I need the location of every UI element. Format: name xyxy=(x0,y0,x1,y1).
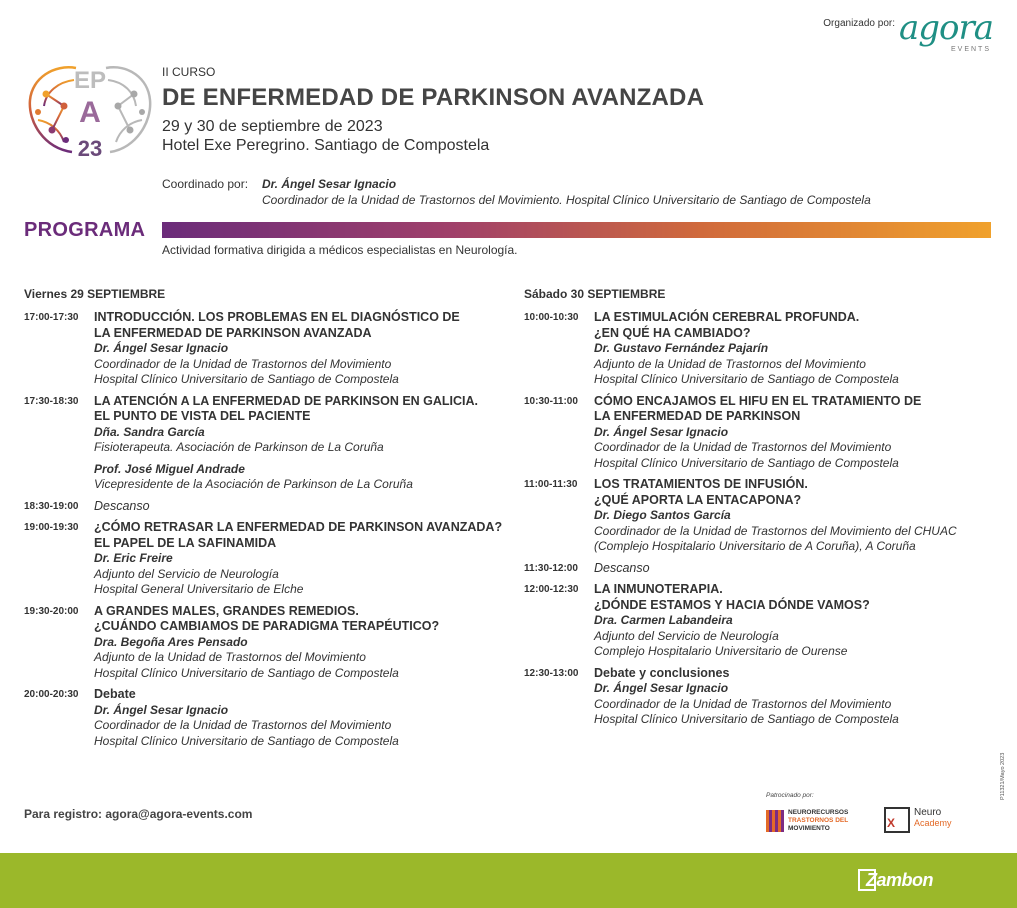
speaker-block xyxy=(94,425,504,456)
zambon-word: Zambon xyxy=(866,869,933,890)
speaker-affiliation: Hospital Clínico Universitario de Santiago de Compostela xyxy=(94,665,399,680)
session-row xyxy=(24,310,504,388)
session-row xyxy=(524,310,1004,388)
session-row xyxy=(524,394,1004,472)
coordinator-name: Dr. Ángel Sesar Ignacio xyxy=(262,177,397,191)
session-row xyxy=(24,687,504,749)
coordinator-role: Coordinador de la Unidad de Trastornos del Movimiento. Hospital Clínico Universitario de Santiago de Compostela xyxy=(262,193,871,207)
speaker-block xyxy=(594,508,1004,555)
logo-text-23: 23 xyxy=(77,136,103,160)
neuro-academy-icon: X xyxy=(884,807,910,833)
speaker-block xyxy=(594,681,1004,728)
event-venue: Hotel Exe Peregrino. Santiago de Compostela xyxy=(162,137,490,154)
session-title-line: ¿DÓNDE ESTAMOS Y HACIA DÓNDE VAMOS? xyxy=(594,597,870,612)
session-time: 19:00-19:30 xyxy=(24,522,79,533)
speaker-affiliation: Adjunto de la Unidad de Trastornos del Movimiento xyxy=(94,650,366,664)
session-title-line: ¿CUÁNDO CAMBIAMOS DE PARADIGMA TERAPÉUTICO? xyxy=(94,619,440,633)
session-title-line: LOS TRATAMIENTOS DE INFUSIÓN. xyxy=(594,477,808,491)
saturday-title: Sábado 30 SEPTIEMBRE xyxy=(524,287,666,301)
speaker-block xyxy=(94,635,504,682)
organizer-block xyxy=(823,8,994,66)
session-title-line: CÓMO ENCAJAMOS EL HIFU EN EL TRATAMIENTO DE xyxy=(594,393,922,408)
neurorecursos-line3: MOVIMIENTO xyxy=(788,825,830,832)
session-title-line: ¿EN QUÉ HA CAMBIADO? xyxy=(594,325,751,340)
speaker-affiliation: (Complejo Hospitalario Universitario de A Coruña), A Coruña xyxy=(594,539,916,553)
session-row xyxy=(24,394,504,493)
speaker-name: Dra. Carmen Labandeira xyxy=(594,613,733,627)
session-row xyxy=(524,561,1004,577)
session-time: 20:00-20:30 xyxy=(24,689,79,700)
session-title-line: Debate y conclusiones xyxy=(594,665,730,680)
session-time: 10:30-11:00 xyxy=(524,395,578,407)
speaker-block xyxy=(94,551,504,598)
agora-logo-sub: EVENTS xyxy=(950,46,991,53)
speaker-name: Dr. Ángel Sesar Ignacio xyxy=(594,681,729,695)
session-title-line: EL PUNTO DE VISTA DEL PACIENTE xyxy=(94,409,311,423)
session-time: 11:00-11:30 xyxy=(524,479,578,490)
speaker-affiliation: Complejo Hospitalario Universitario de Ourense xyxy=(594,644,848,658)
session-title-line: EL PAPEL DE LA SAFINAMIDA xyxy=(94,535,277,550)
logo-text-a: A xyxy=(79,96,101,129)
friday-title: Viernes 29 SEPTIEMBRE xyxy=(24,287,166,301)
neurorecursos-line1: NEURORECURSOS xyxy=(788,809,849,816)
session-row xyxy=(24,604,504,682)
session-time: 12:00-12:30 xyxy=(524,584,579,595)
speaker-block xyxy=(94,341,504,388)
event-dates: 29 y 30 de septiembre de 2023 xyxy=(162,118,383,135)
friday-sessions xyxy=(24,310,504,749)
speaker-affiliation: Coordinador de la Unidad de Trastornos del Movimiento xyxy=(94,356,392,371)
session-row xyxy=(524,477,1004,555)
speaker-block xyxy=(594,425,1004,472)
speaker-name: Dr. Eric Freire xyxy=(94,551,173,565)
logo-text-ep: EP xyxy=(73,67,107,94)
session-body xyxy=(94,499,504,515)
speaker-block xyxy=(94,462,504,493)
saturday-column xyxy=(524,287,1004,734)
page-title: DE ENFERMEDAD DE PARKINSON AVANZADA xyxy=(162,84,705,111)
neurorecursos-logo xyxy=(766,809,848,833)
session-time: 12:30-13:00 xyxy=(524,667,579,679)
session-title-line: LA ENFERMEDAD DE PARKINSON xyxy=(594,409,801,423)
session-time: 19:30-20:00 xyxy=(24,605,79,617)
session-row xyxy=(24,499,504,515)
session-title-line: Debate xyxy=(94,687,136,701)
speaker-name: Dr. Gustavo Fernández Pajarín xyxy=(594,341,769,355)
speaker-affiliation: Hospital Clínico Universitario de Santiago de Compostela xyxy=(94,733,399,748)
session-title-line: ¿CÓMO RETRASAR LA ENFERMEDAD DE PARKINSON AVANZADA? xyxy=(94,520,503,534)
session-title-line: LA INMUNOTERAPIA. xyxy=(594,582,723,596)
speaker-affiliation: Coordinador de la Unidad de Trastornos del Movimiento del CHUAC xyxy=(594,523,957,538)
speaker-affiliation: Fisioterapeuta. Asociación de Parkinson de La Coruña xyxy=(94,440,384,454)
organizer-label: Organizado por: xyxy=(823,18,895,29)
break-label: Descanso xyxy=(594,560,650,575)
speaker-affiliation: Adjunto del Servicio de Neurología xyxy=(94,566,279,581)
session-title-line: LA ENFERMEDAD DE PARKINSON AVANZADA xyxy=(94,325,372,340)
speaker-block xyxy=(594,613,1004,660)
session-time: 17:30-18:30 xyxy=(24,395,79,407)
course-edition: II CURSO xyxy=(162,65,216,79)
break-label: Descanso xyxy=(94,498,150,513)
speaker-affiliation: Hospital Clínico Universitario de Santiago de Compostela xyxy=(594,712,899,726)
session-time: 18:30-19:00 xyxy=(24,500,79,512)
speaker-affiliation: Adjunto de la Unidad de Trastornos del Movimiento xyxy=(594,356,866,371)
session-body xyxy=(94,520,504,598)
speaker-affiliation: Hospital Clínico Universitario de Santiago de Compostela xyxy=(94,372,399,386)
session-title-line: LA ESTIMULACIÓN CEREBRAL PROFUNDA. xyxy=(594,310,860,324)
session-row xyxy=(524,582,1004,660)
speaker-name: Dr. Diego Santos García xyxy=(594,508,731,522)
audience-note: Actividad formativa dirigida a médicos especialistas en Neurología. xyxy=(162,243,518,257)
speaker-name: Dr. Ángel Sesar Ignacio xyxy=(94,702,229,717)
speaker-affiliation: Coordinador de la Unidad de Trastornos del Movimiento xyxy=(94,718,392,732)
session-body xyxy=(594,394,1004,472)
speaker-name: Dr. Ángel Sesar Ignacio xyxy=(94,341,229,355)
session-body xyxy=(594,666,1004,728)
session-row xyxy=(524,666,1004,728)
speaker-affiliation: Hospital Clínico Universitario de Santiago de Compostela xyxy=(594,372,899,386)
session-body xyxy=(594,561,1004,577)
session-body xyxy=(594,310,1004,388)
neuro-academy-word2: Academy xyxy=(914,818,952,828)
speaker-affiliation: Hospital General Universitario de Elche xyxy=(94,582,304,596)
session-body xyxy=(94,394,504,493)
saturday-sessions xyxy=(524,310,1004,728)
zambon-logo xyxy=(858,869,933,891)
speaker-affiliation: Coordinador de la Unidad de Trastornos del Movimiento xyxy=(594,440,892,454)
coordinator-label: Coordinado por: xyxy=(162,177,249,191)
session-time: 17:00-17:30 xyxy=(24,312,79,323)
speaker-name: Prof. José Miguel Andrade xyxy=(94,461,245,476)
session-body xyxy=(94,310,504,388)
speaker-name: Dña. Sandra García xyxy=(94,424,205,439)
speaker-name: Dr. Ángel Sesar Ignacio xyxy=(594,424,729,439)
speaker-name: Dra. Begoña Ares Pensado xyxy=(94,634,248,649)
registration-contact: Para registro: agora@agora-events.com xyxy=(24,807,253,821)
speaker-block xyxy=(594,341,1004,388)
session-title-line: A GRANDES MALES, GRANDES REMEDIOS. xyxy=(94,603,359,618)
programa-heading: PROGRAMA xyxy=(24,219,146,241)
neuro-academy-logo xyxy=(884,807,952,833)
neurorecursos-line2: TRASTORNOS DEL xyxy=(788,817,849,824)
speaker-block xyxy=(94,703,504,750)
speaker-affiliation: Coordinador de la Unidad de Trastornos del Movimiento xyxy=(594,696,892,711)
sponsor-label: Patrocinado por: xyxy=(766,792,814,799)
session-title-line: INTRODUCCIÓN. LOS PROBLEMAS EN EL DIAGNÓSTICO DE xyxy=(94,310,460,324)
session-title-line: ¿QUÉ APORTA LA ENTACAPONA? xyxy=(594,492,802,507)
speaker-affiliation: Vicepresidente de la Asociación de Parkinson de La Coruña xyxy=(94,477,413,491)
document-code: P11321/Mayo 2023 xyxy=(1000,752,1006,800)
neurorecursos-icon xyxy=(766,810,784,832)
agora-logo-word: agora xyxy=(899,8,994,48)
agora-events-logo xyxy=(899,8,994,66)
speaker-affiliation: Adjunto del Servicio de Neurología xyxy=(594,628,779,643)
session-time: 11:30-12:00 xyxy=(524,562,578,574)
session-body xyxy=(94,604,504,682)
session-time: 10:00-10:30 xyxy=(524,312,579,323)
session-row xyxy=(24,520,504,598)
gradient-divider xyxy=(162,222,991,238)
neuro-academy-word1: Neuro xyxy=(914,807,942,818)
speaker-affiliation: Hospital Clínico Universitario de Santiago de Compostela xyxy=(594,455,899,470)
session-title-line: LA ATENCIÓN A LA ENFERMEDAD DE PARKINSON EN GALICIA. xyxy=(94,393,479,408)
epa23-brain-logo xyxy=(24,60,154,160)
session-body xyxy=(594,582,1004,660)
session-body xyxy=(594,477,1004,555)
session-body xyxy=(94,687,504,749)
friday-column xyxy=(24,287,504,755)
